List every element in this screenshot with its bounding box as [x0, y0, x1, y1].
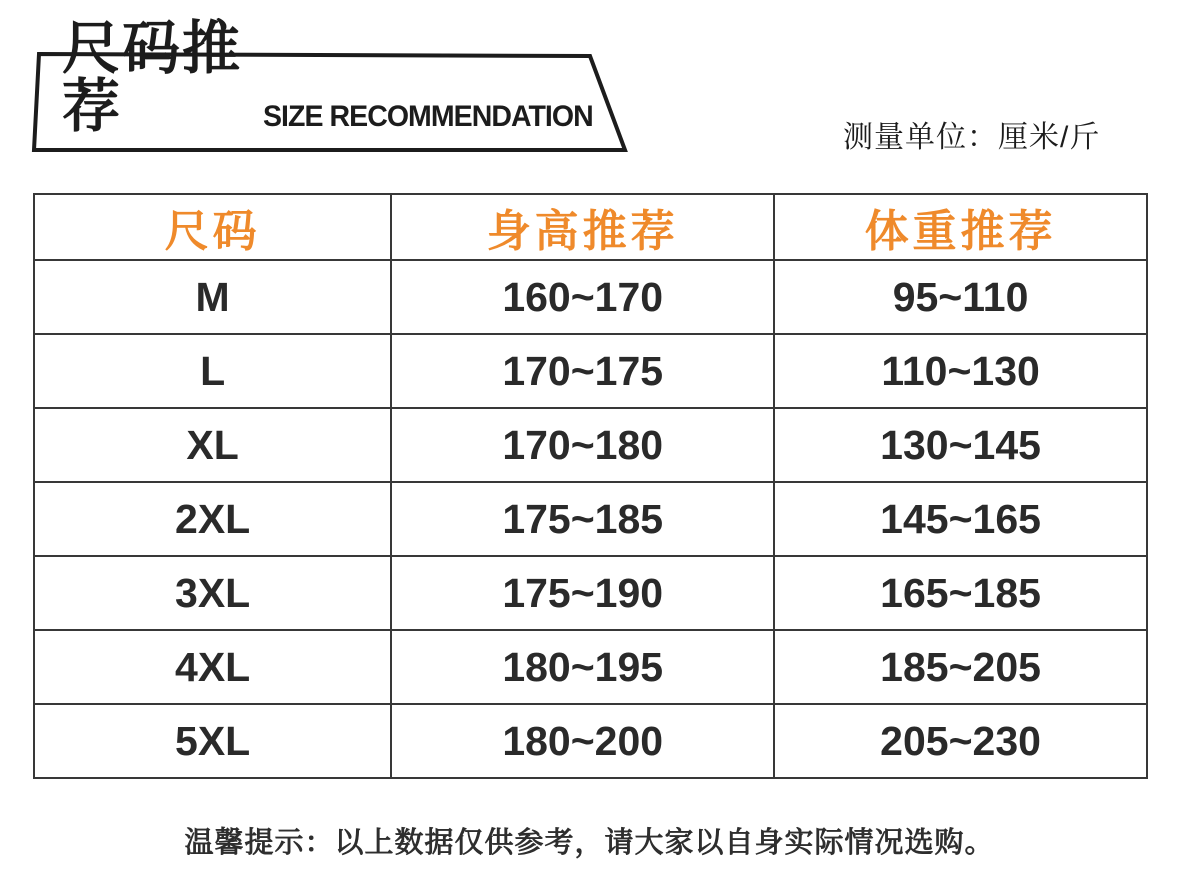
header-size: 尺码	[34, 194, 391, 260]
size-cell: 3XL	[34, 556, 391, 630]
height-cell: 170~180	[391, 408, 774, 482]
size-cell: L	[34, 334, 391, 408]
banner-title-en: SIZE RECOMMENDATION	[262, 100, 593, 133]
table-row	[34, 630, 1147, 704]
height-cell: 180~195	[391, 630, 774, 704]
weight-cell: 205~230	[774, 704, 1147, 778]
table-row	[34, 556, 1147, 630]
table-row	[34, 482, 1147, 556]
header-weight: 体重推荐	[774, 194, 1147, 260]
height-cell: 175~185	[391, 482, 774, 556]
size-table	[33, 193, 1148, 779]
size-cell: M	[34, 260, 391, 334]
weight-cell: 165~185	[774, 556, 1147, 630]
banner-text	[62, 16, 610, 144]
height-cell: 180~200	[391, 704, 774, 778]
height-cell: 160~170	[391, 260, 774, 334]
banner	[30, 16, 630, 156]
footer-warm-tip: 温馨提示：以上数据仅供参考，请大家以自身实际情况选购。	[184, 827, 995, 859]
size-cell: 4XL	[34, 630, 391, 704]
size-cell: XL	[34, 408, 391, 482]
table-row	[34, 408, 1147, 482]
weight-cell: 145~165	[774, 482, 1147, 556]
weight-cell: 110~130	[774, 334, 1147, 408]
measurement-unit-note: 测量单位：厘米/斤	[843, 121, 1101, 154]
weight-cell: 185~205	[774, 630, 1147, 704]
height-cell: 170~175	[391, 334, 774, 408]
size-cell: 2XL	[34, 482, 391, 556]
table-header-row	[34, 194, 1147, 260]
weight-cell: 130~145	[774, 408, 1147, 482]
weight-cell: 95~110	[774, 260, 1147, 334]
table-row	[34, 704, 1147, 778]
table-row	[34, 334, 1147, 408]
table-row	[34, 260, 1147, 334]
size-cell: 5XL	[34, 704, 391, 778]
header-height: 身高推荐	[391, 194, 774, 260]
banner-title-zh: 尺码推荐	[62, 16, 243, 139]
height-cell: 175~190	[391, 556, 774, 630]
